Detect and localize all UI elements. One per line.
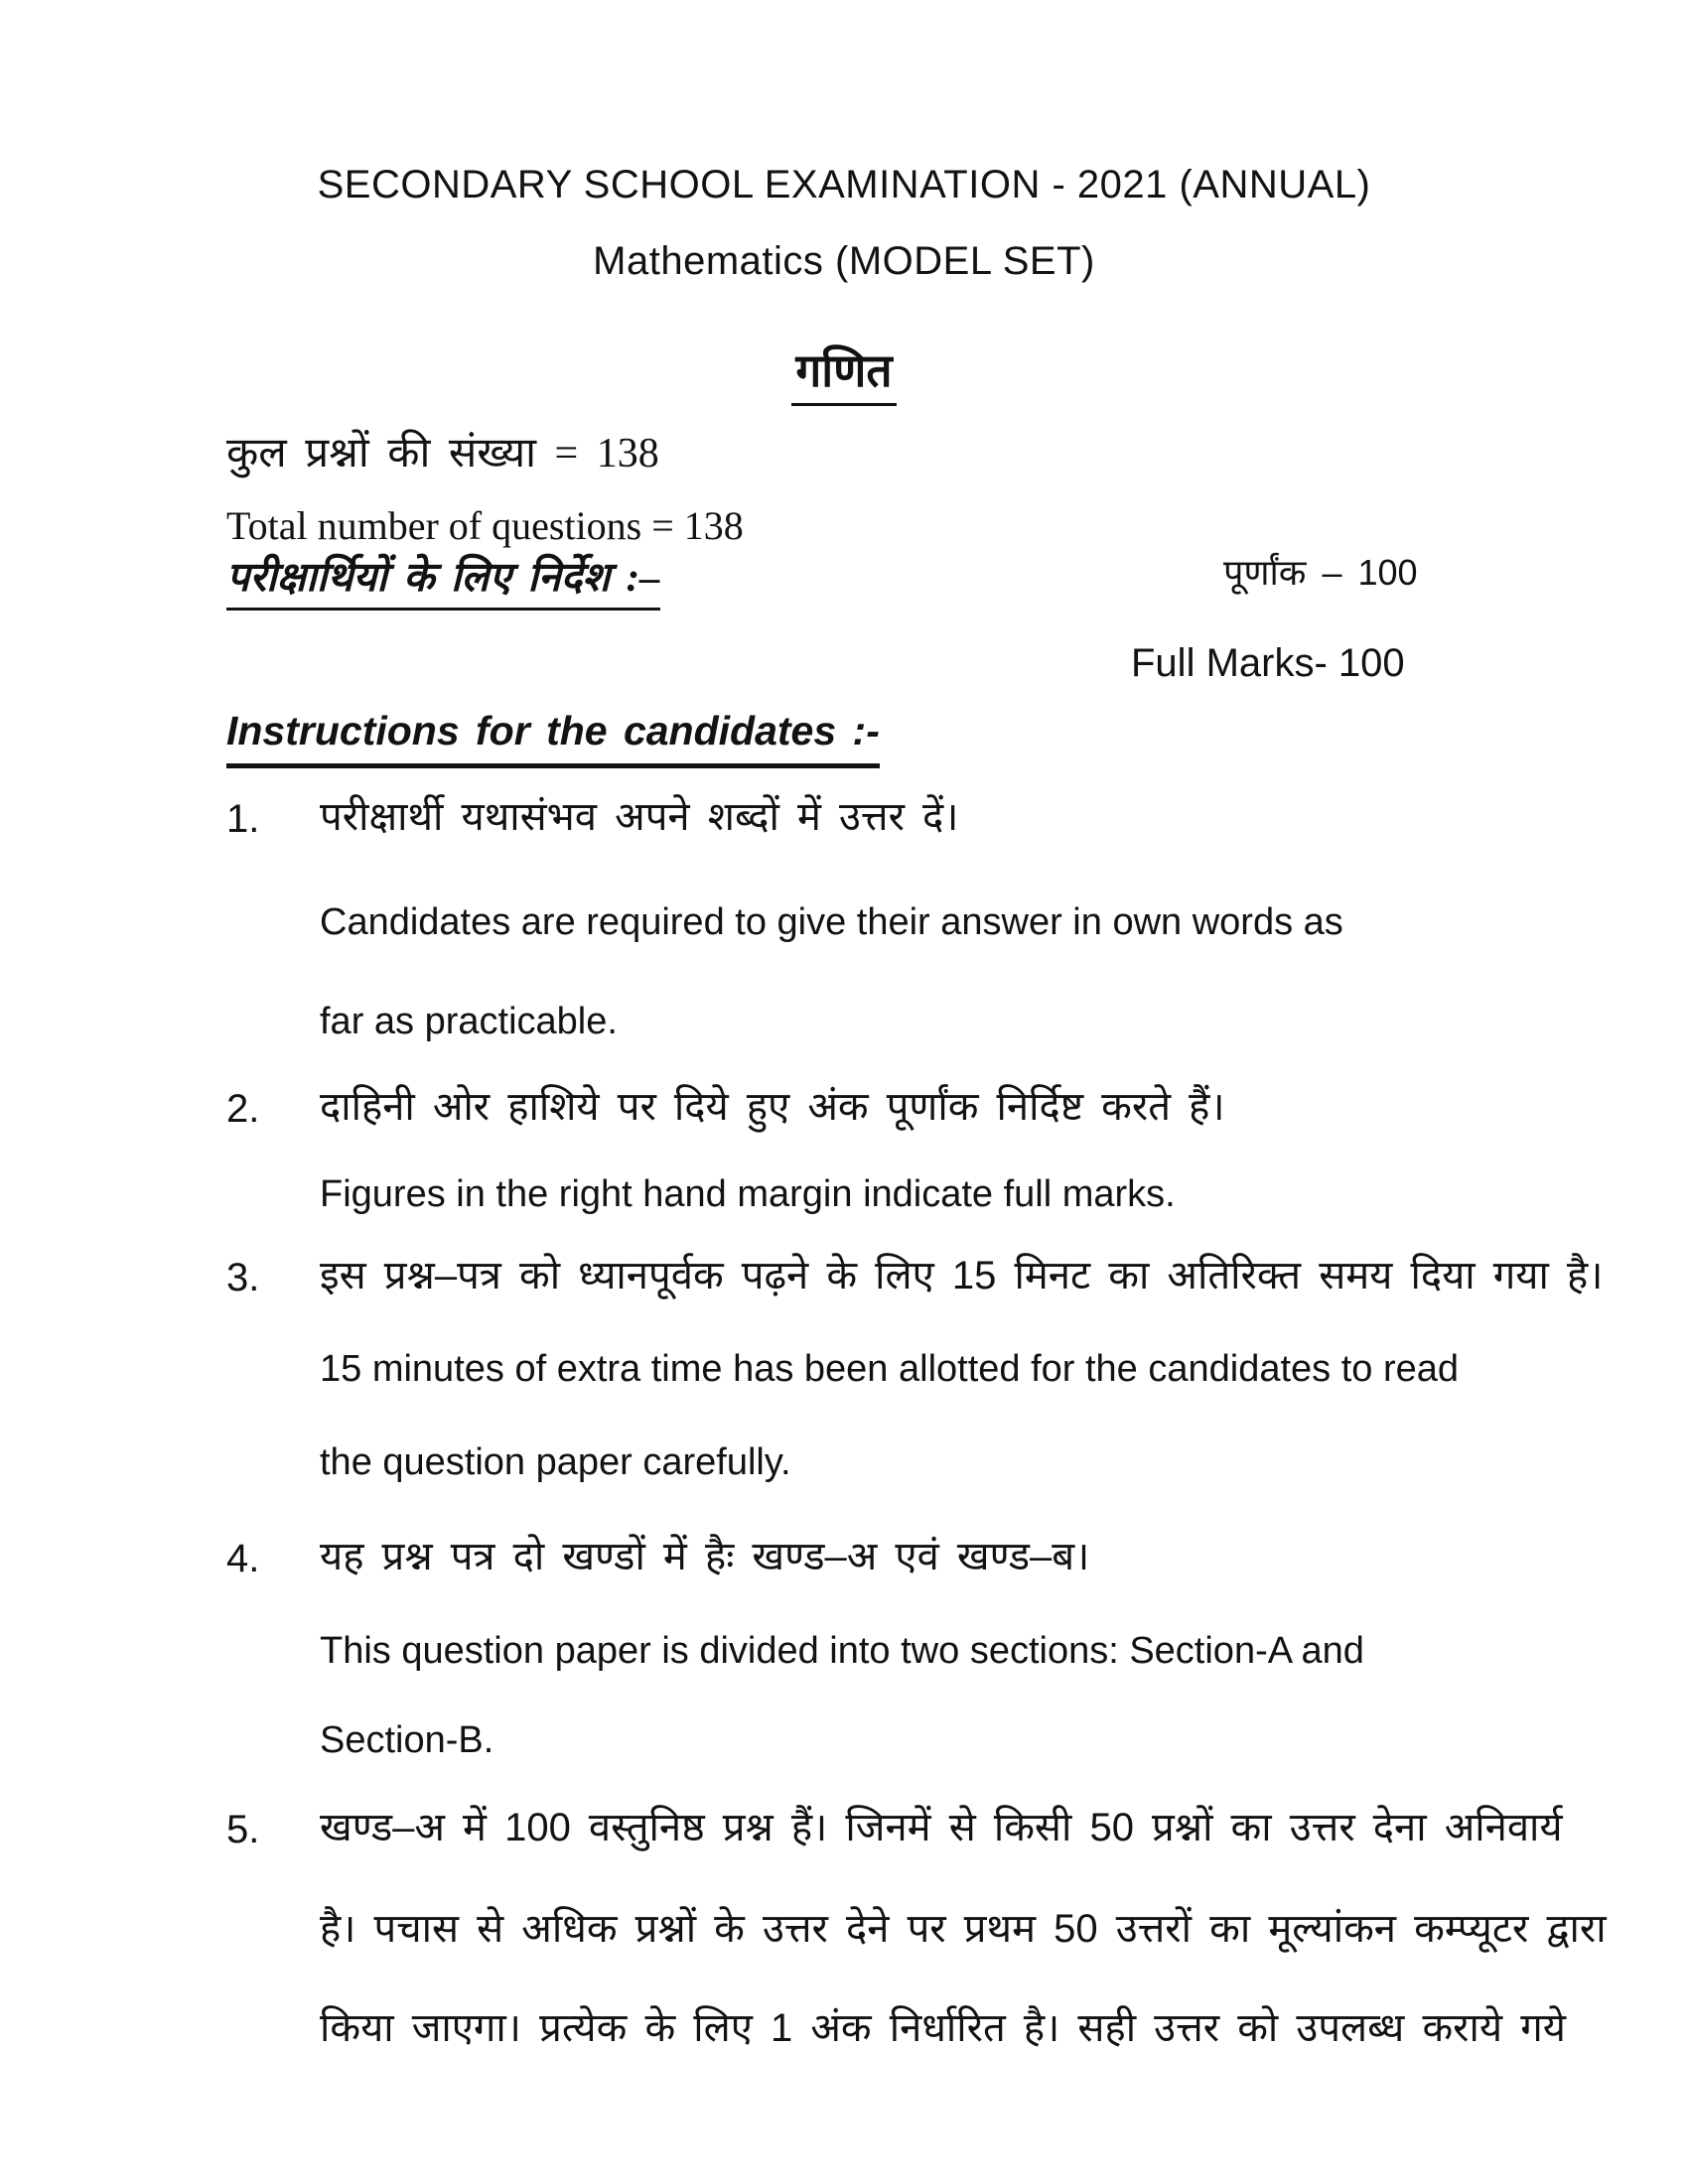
subject-heading-wrap xyxy=(0,345,1688,406)
instruction-line-english: Section-B. xyxy=(320,1719,494,1761)
subject-heading-hindi: गणित xyxy=(791,345,896,406)
instruction-line-hindi: परीक्षार्थी यथासंभव अपने शब्दों में उत्तर दें। xyxy=(320,795,959,839)
instruction-line-hindi: इस प्रश्न–पत्र को ध्यानपूर्वक पढ़ने के लिए 15 मिनट का अतिरिक्त समय दिया गया है। xyxy=(320,1254,1604,1297)
instruction-line-english: This question paper is divided into two sections: Section-A and xyxy=(320,1630,1364,1672)
instruction-number: 2. xyxy=(226,1087,260,1131)
instruction-number: 5. xyxy=(226,1808,260,1851)
instruction-line-hindi: दाहिनी ओर हाशिये पर दिये हुए अंक पूर्णांक निर्दिष्ट करते हैं। xyxy=(320,1085,1225,1129)
exam-subtitle: Mathematics (MODEL SET) xyxy=(593,239,1095,283)
instruction-number: 4. xyxy=(226,1537,260,1580)
instructions-heading-english: Instructions for the candidates :- xyxy=(226,708,880,768)
instruction-number: 3. xyxy=(226,1256,260,1299)
instruction-line-english: Candidates are required to give their answer in own words as xyxy=(320,901,1343,943)
instruction-line-hindi: यह प्रश्न पत्र दो खण्डों में हैः खण्ड–अ एवं खण्ड–ब। xyxy=(320,1535,1090,1578)
candidate-instructions-heading-hindi: परीक्षार्थियों के लिए निर्देश :– xyxy=(226,554,660,611)
exam-title: SECONDARY SCHOOL EXAMINATION - 2021 (ANNUAL) xyxy=(317,163,1371,206)
instruction-line-hindi: किया जाएगा। प्रत्येक के लिए 1 अंक निर्धारित है। सही उत्तर को उपलब्ध कराये गये xyxy=(320,2006,1566,2050)
instruction-number: 1. xyxy=(226,797,260,841)
total-questions-hindi: कुल प्रश्नों की संख्या = 138 xyxy=(226,431,659,477)
instruction-line-hindi: खण्ड–अ में 100 वस्तुनिष्ठ प्रश्न हैं। जिनमें से किसी 50 प्रश्नों का उत्तर देना अनिवार्य xyxy=(320,1806,1563,1849)
instruction-line-english: Figures in the right hand margin indicate full marks. xyxy=(320,1173,1176,1215)
instruction-line-english: the question paper carefully. xyxy=(320,1441,791,1483)
instruction-line-english: far as practicable. xyxy=(320,1001,618,1042)
total-questions-english: Total number of questions = 138 xyxy=(226,503,744,548)
full-marks-english: Full Marks- 100 xyxy=(1131,641,1405,685)
instruction-line-hindi: है। पचास से अधिक प्रश्नों के उत्तर देने पर प्रथम 50 उत्तरों का मूल्यांकन कम्प्यूटर द्वारा xyxy=(320,1907,1607,1951)
full-marks-hindi: पूर्णांक – 100 xyxy=(1223,552,1418,593)
instruction-line-english: 15 minutes of extra time has been allotted for the candidates to read xyxy=(320,1348,1460,1390)
